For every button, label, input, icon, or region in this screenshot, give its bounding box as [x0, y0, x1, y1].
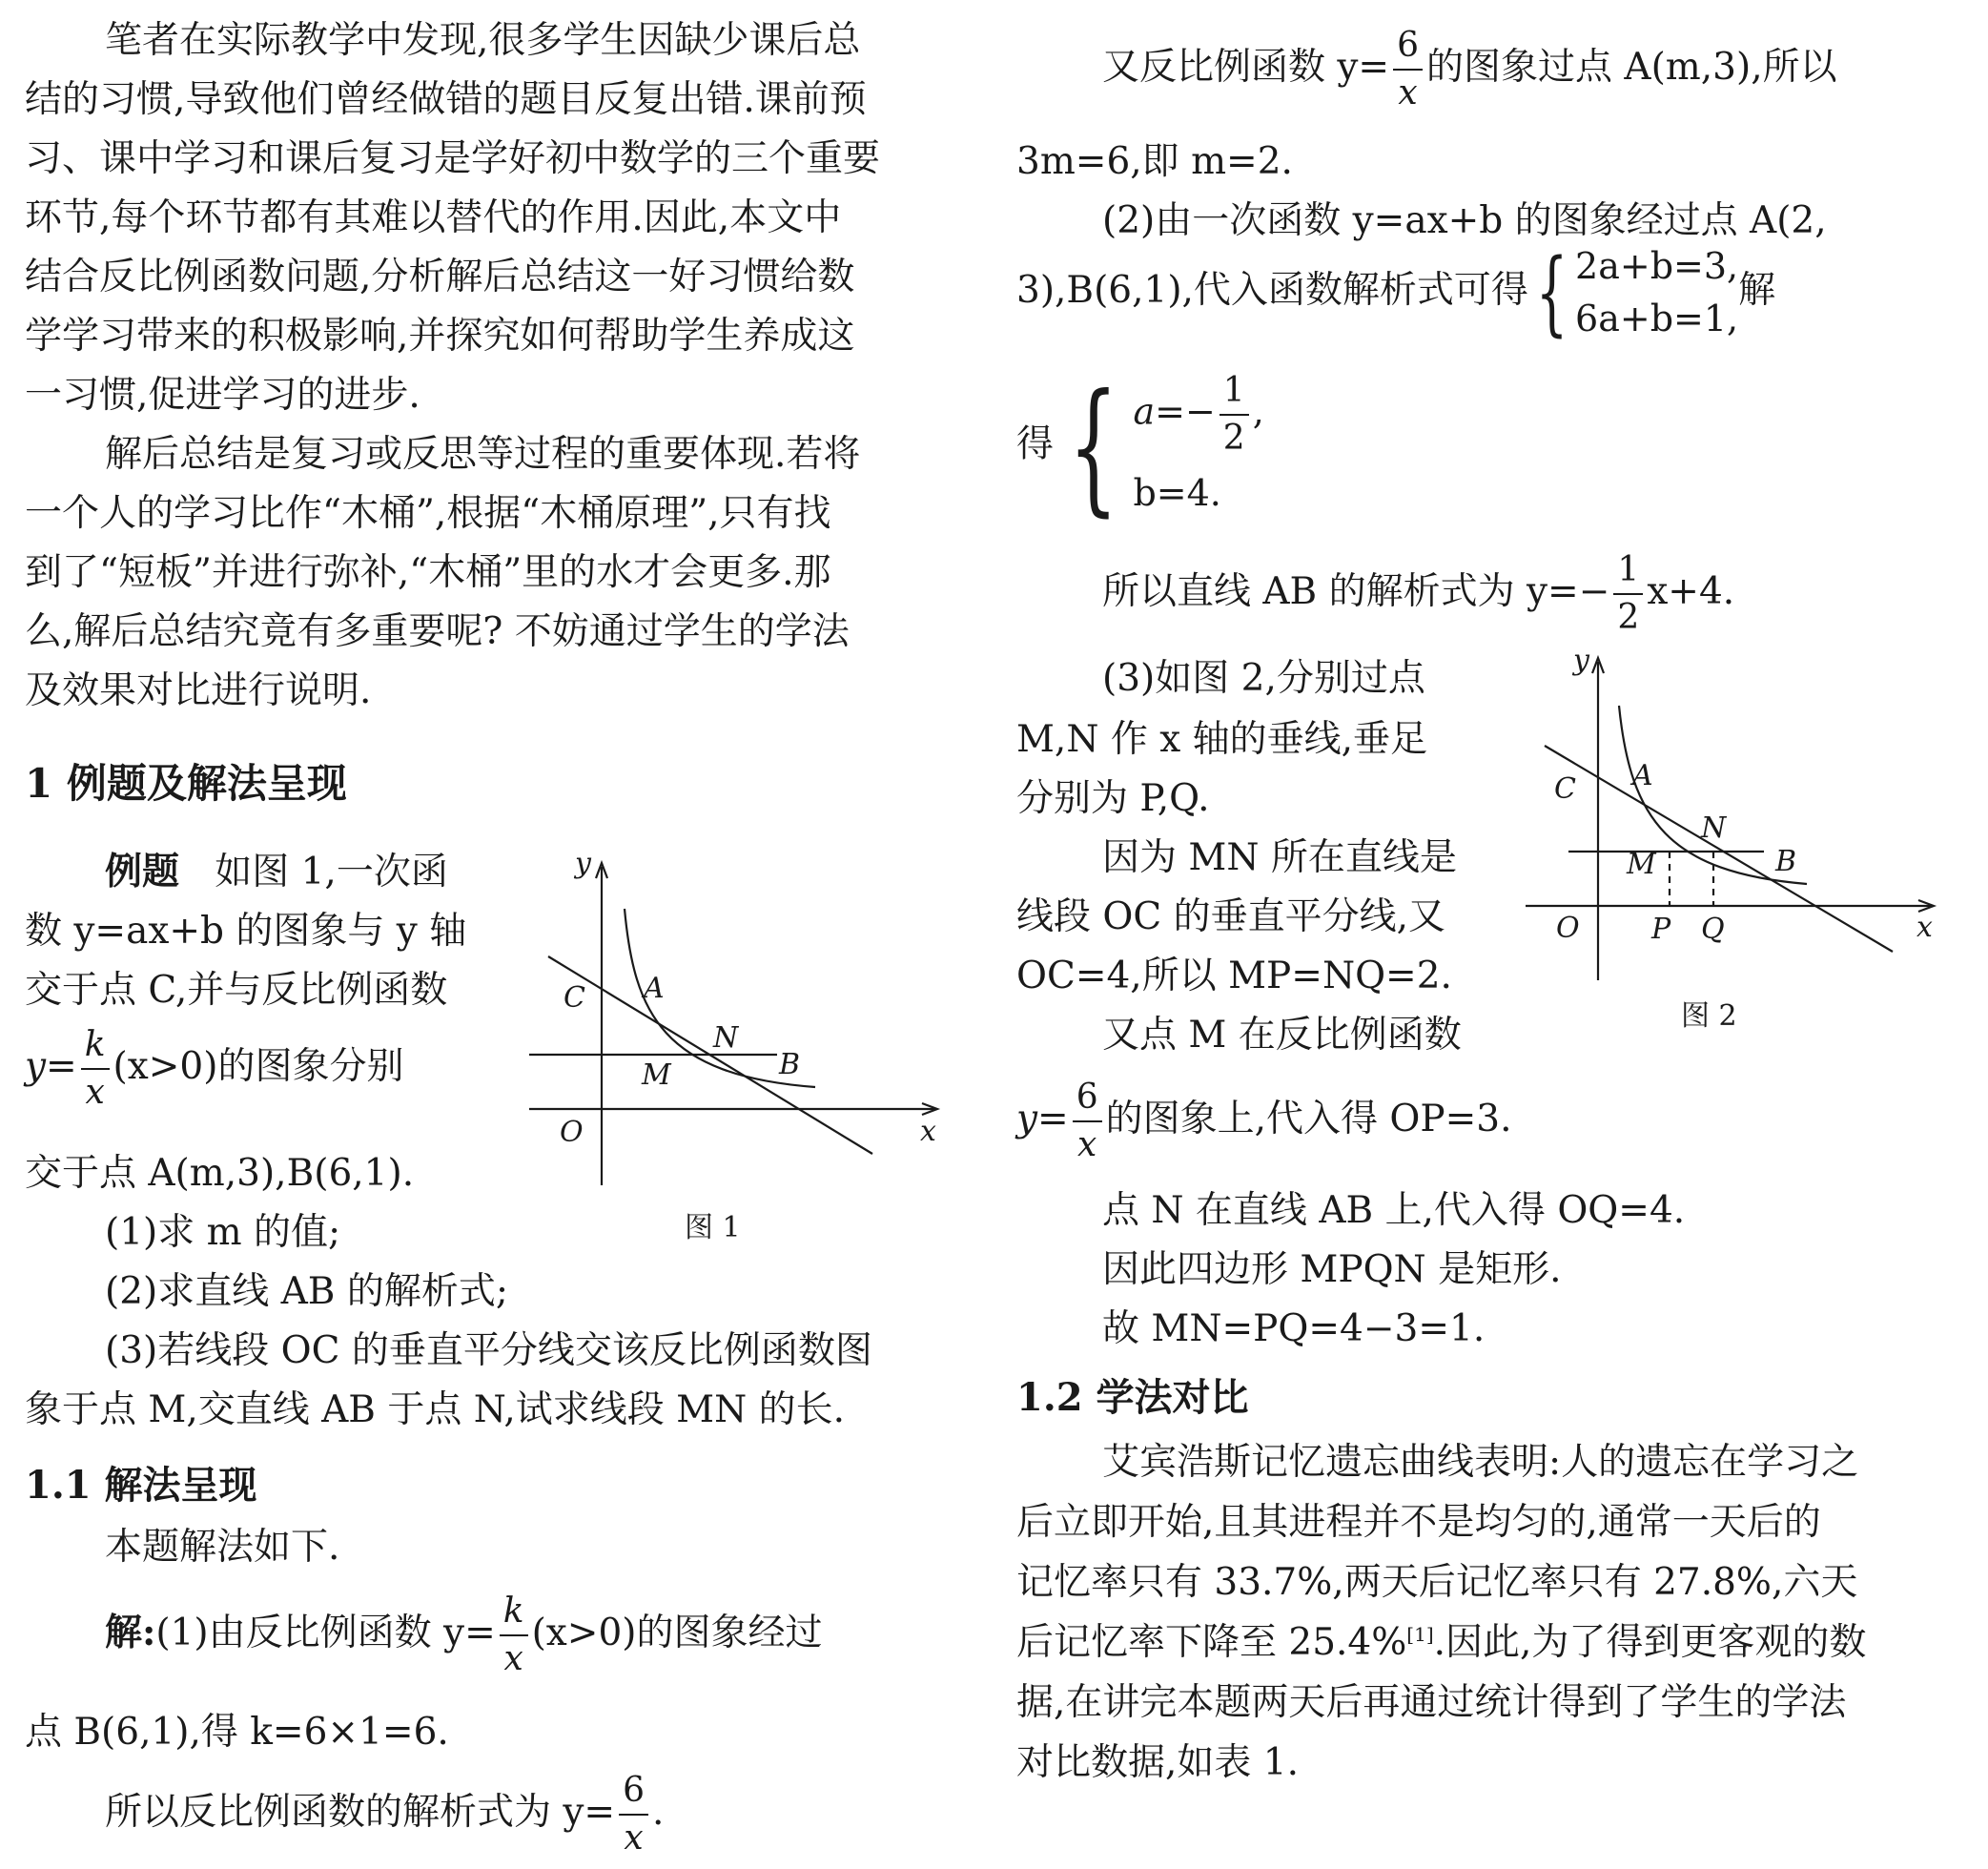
- brace: {: [1535, 239, 1568, 347]
- example-line: [105, 850, 448, 893]
- para2-line: 及效果对比进行说明.: [25, 669, 372, 712]
- equation: 6a+b=1,: [1575, 298, 1739, 340]
- question-1: (1)求 m 的值;: [105, 1211, 341, 1254]
- equation: 2a+b=3,: [1575, 245, 1739, 287]
- equation: [1133, 371, 1264, 458]
- formula-text: .: [652, 1791, 665, 1834]
- formula-text: 所以反比例函数的解析式为 y=: [105, 1791, 616, 1834]
- fraction-denominator: x: [1398, 73, 1418, 113]
- para2-line: 一个人的学习比作“木桶”,根据“木桶原理”,只有找: [25, 492, 831, 535]
- paragraph-line: 艾宾浩斯记忆遗忘曲线表明:人的遗忘在学习之: [1102, 1441, 1859, 1484]
- label-c: C: [564, 981, 585, 1015]
- label-o: O: [1556, 912, 1580, 945]
- formula-text: (1)由反比例函数 y=: [155, 1612, 496, 1654]
- label-a: A: [644, 972, 665, 1005]
- label-m: M: [642, 1058, 671, 1092]
- formula-text: y=: [1016, 1098, 1069, 1140]
- intro-line: 习、课中学习和课后复习是学好初中数学的三个重要: [25, 137, 881, 180]
- right-line: (2)由一次函数 y=ax+b 的图象经过点 A(2,: [1102, 199, 1827, 242]
- formula-text: 解: [1738, 269, 1776, 313]
- fraction-numerator: k: [81, 1028, 110, 1070]
- fraction-numerator: 6: [1073, 1080, 1102, 1122]
- label-o: O: [560, 1116, 584, 1149]
- fraction-denominator: 2: [1617, 598, 1640, 637]
- brace: {: [1068, 363, 1118, 530]
- formula-text: (x>0)的图象分别: [113, 1045, 404, 1088]
- example-line: 交于点 C,并与反比例函数: [25, 969, 448, 1012]
- fraction-numerator: 6: [1393, 29, 1423, 71]
- right-line: 3m=6,即 m=2.: [1016, 140, 1293, 183]
- right-line: 因为 MN 所在直线是: [1102, 836, 1457, 879]
- example-line: 数 y=ax+b 的图象与 y 轴: [25, 910, 467, 953]
- para2-line: 么,解后总结究竟有多重要呢? 不妨通过学生的学法: [25, 610, 850, 653]
- right-line: OC=4,所以 MP=NQ=2.: [1016, 955, 1452, 997]
- question-3-cont: 象于点 M,交直线 AB 于点 N,试求线段 MN 的长.: [25, 1388, 846, 1431]
- para2-line: 到了“短板”并进行弥补,“木桶”里的水才会更多.那: [25, 551, 831, 594]
- fraction-denominator: x: [1077, 1125, 1097, 1164]
- section-heading: 1 例题及解法呈现: [25, 760, 347, 807]
- label-b: B: [779, 1048, 801, 1081]
- label-n: N: [1701, 811, 1727, 845]
- solution-line: 点 B(6,1),得 k=6×1=6.: [25, 1711, 449, 1754]
- formula-text: y=: [25, 1045, 77, 1088]
- right-line-fraction: [1102, 26, 1837, 113]
- label-n: N: [713, 1021, 739, 1055]
- label-b: B: [1775, 845, 1797, 878]
- formula-text: 的图象上,代入得 OP=3.: [1105, 1098, 1512, 1140]
- right-line: 又点 M 在反比例函数: [1102, 1014, 1462, 1057]
- fraction-numerator: 1: [1613, 553, 1643, 595]
- solution-line-fraction: [105, 1771, 665, 1858]
- intro-line: 结的习惯,导致他们曾经做错的题目反复出错.课前预: [25, 78, 867, 121]
- paragraph-line: 对比数据,如表 1.: [1016, 1741, 1300, 1784]
- fraction-numerator: 6: [619, 1774, 648, 1816]
- label-p: P: [1651, 913, 1671, 946]
- fraction-denominator: 2: [1222, 419, 1245, 458]
- right-line: 故 MN=PQ=4−3=1.: [1102, 1307, 1486, 1350]
- para2-line: 解后总结是复习或反思等过程的重要体现.若将: [105, 433, 861, 476]
- right-line-system: [1016, 240, 1775, 345]
- label-c: C: [1554, 772, 1576, 806]
- solution-line-fraction: [105, 1594, 823, 1676]
- right-line-fraction: [1102, 550, 1735, 637]
- fraction-denominator: x: [503, 1639, 523, 1678]
- formula-text: 所以直线 AB 的解析式为 y=−: [1102, 570, 1610, 613]
- example-label: 例题: [105, 850, 180, 893]
- formula-text: 又反比例函数 y=: [1102, 46, 1390, 89]
- right-line: 点 N 在直线 AB 上,代入得 OQ=4.: [1102, 1189, 1686, 1232]
- label-y: y: [575, 852, 591, 880]
- paragraph-line: 记忆率只有 33.7%,两天后记忆率只有 27.8%,六天: [1016, 1561, 1858, 1604]
- label-a: A: [1632, 759, 1653, 792]
- subsection-heading: 1.1 解法呈现: [25, 1463, 257, 1508]
- example-text: 如图 1,一次函: [215, 851, 448, 893]
- paragraph-line: 据,在讲完本题两天后再通过统计得到了学生的学法: [1016, 1681, 1847, 1724]
- solution-label: 解:: [105, 1611, 156, 1654]
- right-line: 分别为 P,Q.: [1016, 777, 1210, 820]
- fraction-denominator: x: [624, 1818, 644, 1858]
- figure-1-diagram: [529, 852, 949, 1195]
- formula-text: (x>0)的图象经过: [531, 1612, 823, 1654]
- formula-text: 得: [1016, 422, 1055, 466]
- example-line-fraction: [25, 1025, 404, 1112]
- citation-ref: [1]: [1406, 1623, 1434, 1646]
- figure-1-caption: 图 1: [685, 1211, 741, 1244]
- formula-text: 的图象过点 A(m,3),所以: [1426, 46, 1837, 89]
- example-line: 交于点 A(m,3),B(6,1).: [25, 1152, 415, 1195]
- figure-1: [529, 852, 949, 1195]
- equation-system: [1133, 371, 1264, 520]
- right-line: M,N 作 x 轴的垂线,垂足: [1016, 718, 1428, 761]
- fraction-denominator: x: [85, 1073, 105, 1112]
- intro-line: 结合反比例函数问题,分析解后总结这一好习惯给数: [25, 256, 855, 298]
- figure-2-caption: 图 2: [1681, 999, 1737, 1033]
- right-line: 线段 OC 的垂直平分线,又: [1016, 895, 1446, 938]
- formula-text: x+4.: [1647, 570, 1735, 613]
- formula-text: 3),B(6,1),代入函数解析式可得: [1016, 269, 1528, 313]
- right-line: 因此四边形 MPQN 是矩形.: [1102, 1248, 1562, 1291]
- figure-2: [1526, 648, 1945, 992]
- label-m: M: [1627, 848, 1656, 881]
- equation: b=4.: [1133, 472, 1221, 514]
- question-3: (3)若线段 OC 的垂直平分线交该反比例函数图: [105, 1329, 872, 1372]
- solution-intro: 本题解法如下.: [105, 1526, 340, 1569]
- equation-system: [1575, 240, 1738, 345]
- question-2: (2)求直线 AB 的解析式;: [105, 1270, 509, 1313]
- fraction-numerator: k: [500, 1594, 528, 1636]
- right-line-fraction: [1016, 1080, 1512, 1162]
- label-q: Q: [1701, 913, 1725, 946]
- paragraph-line: [1016, 1621, 1867, 1664]
- right-line: (3)如图 2,分别过点: [1102, 657, 1425, 700]
- formula-text: a=−: [1133, 390, 1216, 433]
- label-x: x: [1916, 911, 1933, 944]
- intro-line: 环节,每个环节都有其难以替代的作用.因此,本文中: [25, 196, 842, 239]
- right-line-system: [1016, 363, 1264, 530]
- fraction-numerator: 1: [1219, 374, 1249, 416]
- intro-line: 学学习带来的积极影响,并探究如何帮助学生养成这: [25, 315, 855, 358]
- label-y: y: [1573, 648, 1589, 677]
- formula-text: .因此,为了得到更客观的数: [1433, 1621, 1867, 1664]
- paragraph-line: 后立即开始,且其进程并不是均匀的,通常一天后的: [1016, 1501, 1821, 1544]
- intro-line: 笔者在实际教学中发现,很多学生因缺少课后总: [105, 19, 861, 62]
- intro-line: 一习惯,促进学习的进步.: [25, 374, 420, 417]
- figure-2-diagram: [1526, 648, 1945, 992]
- formula-text: 后记忆率下降至 25.4%: [1016, 1621, 1407, 1664]
- label-x: x: [920, 1115, 936, 1148]
- formula-text: ,: [1252, 390, 1264, 433]
- subsection-heading: 1.2 学法对比: [1016, 1375, 1249, 1420]
